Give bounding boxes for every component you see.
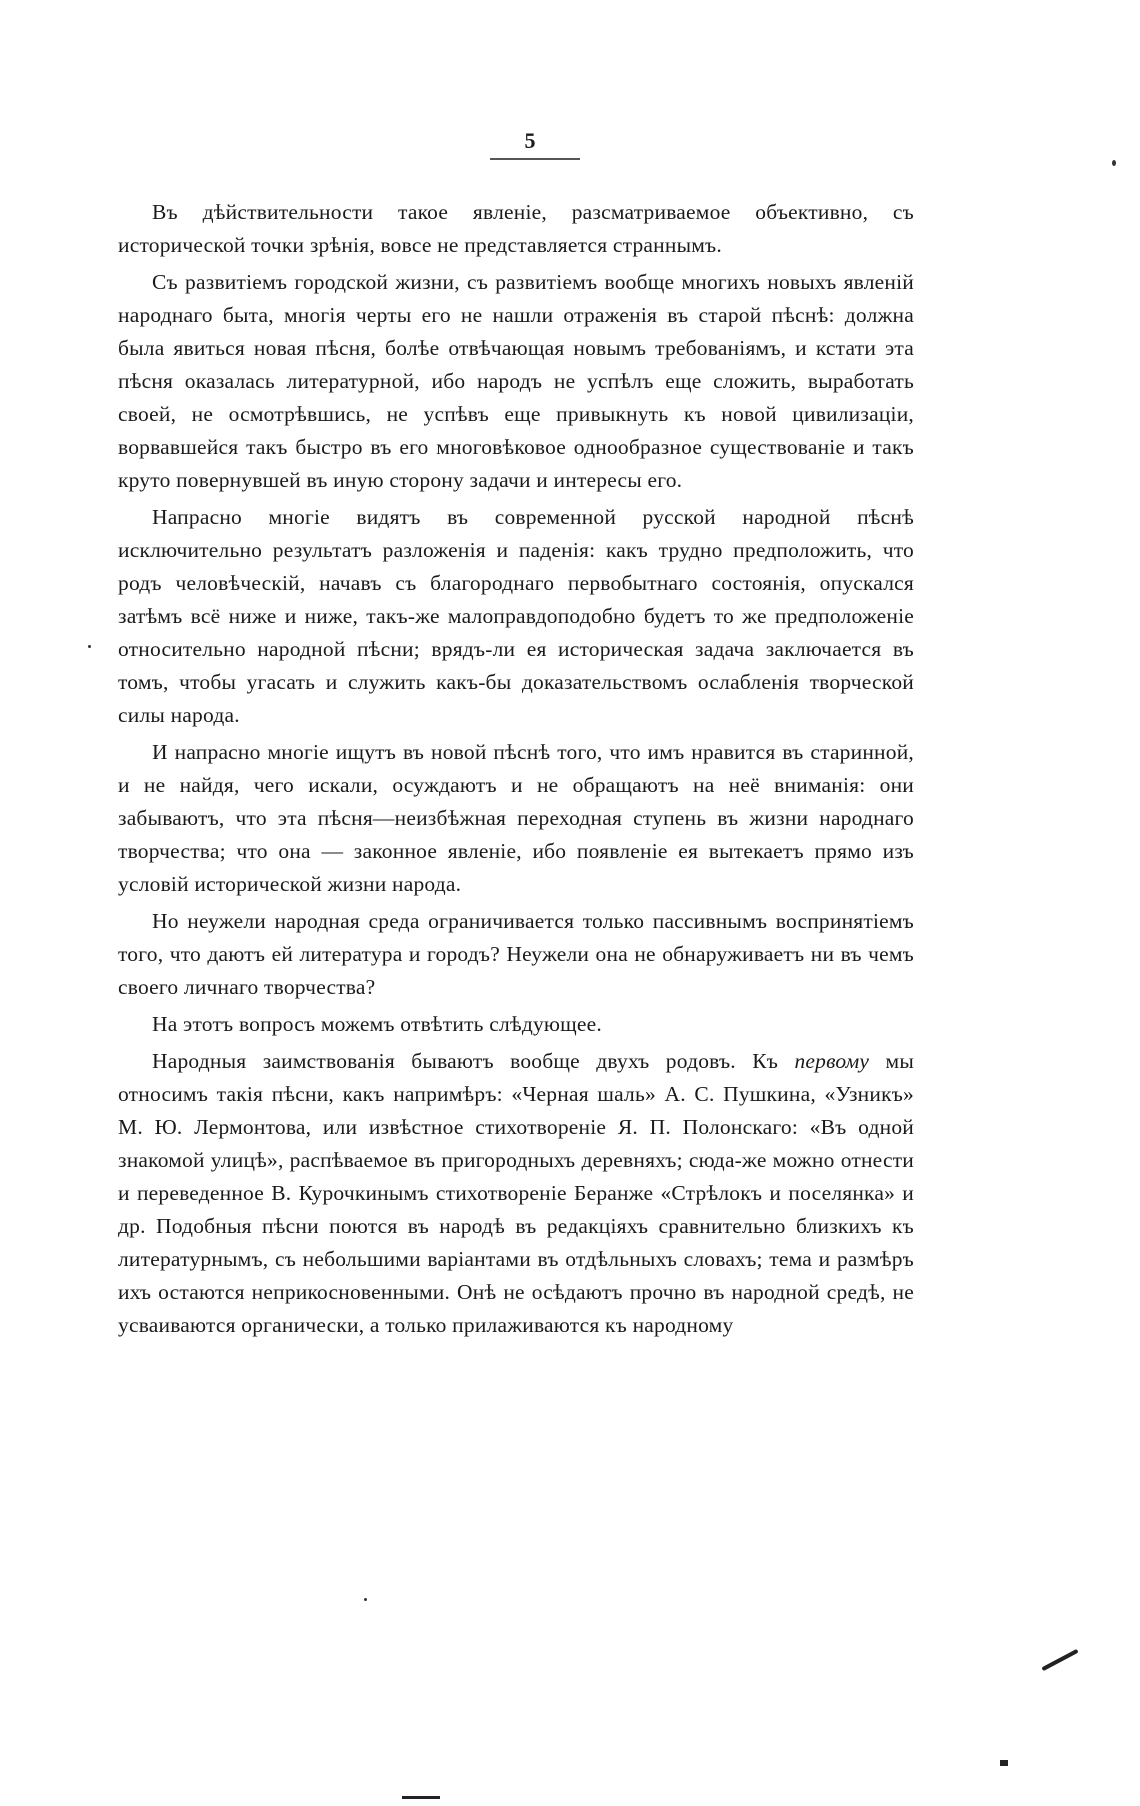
page-number-rule <box>490 158 580 160</box>
paragraph: Напрасно многіе видятъ въ современной русской народной пѣснѣ исключительно результатъ разложенія и паденія: какъ трудно предположить, что родъ человѣческій, начавъ съ благороднаго первобытнаго состоянія, опускался затѣмъ всё ниже и ниже, такъ-же малоправдоподобно будетъ то же предположеніе относительно народной пѣсни; врядъ-ли ея историческая задача заключается въ томъ, чтобы угасать и служить какъ-бы доказательствомъ ослабленія творческой силы народа. <box>118 505 914 727</box>
paragraph: Но неужели народная среда ограничивается только пассивнымъ воспринятіемъ того, что даютъ ей литература и городъ? Неужели она не обнаруживаетъ ни въ чемъ своего личнаго творчества? <box>118 909 914 999</box>
scan-mark <box>402 1796 440 1799</box>
paragraph: И напрасно многіе ищутъ въ новой пѣснѣ того, что имъ нравится въ старинной, и не найдя, чего искали, осуждаютъ и не обращаютъ на неё вниманія: они забываютъ, что эта пѣсня—неизбѣжная переходная ступень въ жизни народнаго творчества; что она — законное явленіе, ибо появленіе ея вытекаетъ прямо изъ условій исторической жизни народа. <box>118 740 914 896</box>
paragraph-text-end: мы относимъ такія пѣсни, какъ напримѣръ: «Черная шаль» А. С. Пушкина, «Узникъ» М. Ю. Лермонтова, или извѣстное стихотвореніе Я. П. Полонскаго: «Въ одной знакомой улицѣ», распѣваемое въ пригородныхъ деревняхъ; сюда-же можно отнести и переведенное В. Курочкинымъ стихотвореніе Беранже «Стрѣлокъ и поселянка» и др. Подобныя пѣсни поются въ народѣ въ редакціяхъ сравнительно близкихъ къ литературнымъ, съ небольшими варіантами въ отдѣльныхъ словахъ; тема и размѣръ ихъ остаются неприкосновенными. Онѣ не осѣдаютъ прочно въ народной средѣ, не усваиваются органически, а только прилаживаются къ народному <box>118 1049 914 1337</box>
paragraph <box>118 1045 914 1342</box>
paragraph: Въ дѣйствительности такое явленіе, разсматриваемое объективно, съ исторической точки зрѣнія, вовсе не представляется страннымъ. <box>118 200 914 257</box>
scan-mark <box>1000 1760 1008 1766</box>
scan-mark <box>1041 1649 1078 1671</box>
italic-word: первому <box>794 1049 870 1073</box>
paragraph-text-start: Народныя заимствованія бываютъ вообще двухъ родовъ. Къ <box>152 1049 795 1073</box>
scan-speck <box>88 645 91 648</box>
main-text <box>118 196 914 1346</box>
paragraph: Съ развитіемъ городской жизни, съ развитіемъ вообще многихъ новыхъ явленій народнаго быта, многія черты его не нашли отраженія въ старой пѣснѣ: должна была явиться новая пѣсня, болѣе отвѣчающая новымъ требованіямъ, и кстати эта пѣсня оказалась литературной, ибо народъ не успѣлъ еще сложить, выработать своей, не осмотрѣвшись, не успѣвъ еще привыкнуть къ новой цивилизаціи, ворвавшейся такъ быстро въ его многовѣковое однообразное существованіе и такъ круто повернувшей въ иную сторону задачи и интересы его. <box>118 270 914 492</box>
page-number: 5 <box>524 128 536 153</box>
paragraph: На этотъ вопросъ можемъ отвѣтить слѣдующее. <box>152 1012 602 1036</box>
scan-speck <box>364 1598 367 1601</box>
scan-speck <box>1112 160 1116 166</box>
